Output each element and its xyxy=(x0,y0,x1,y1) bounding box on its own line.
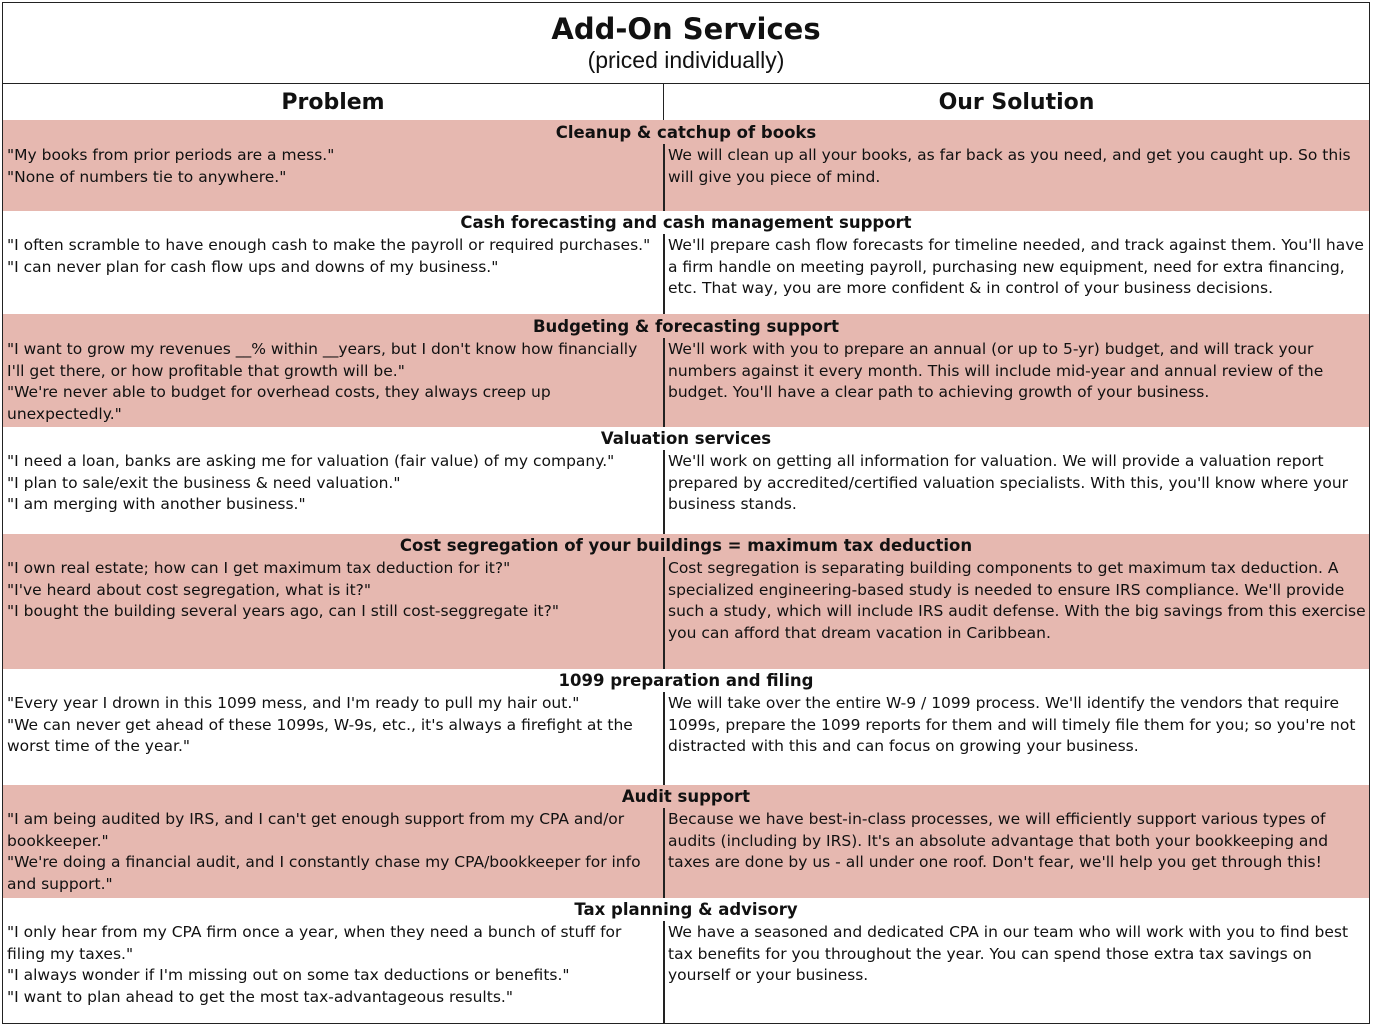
services-sheet xyxy=(2,2,1370,1024)
problem-text: "I only hear from my CPA firm once a year, when they need a bunch of stuff for filing my taxes." "I always wonder if I'm missing out on some tax deductions or benefits." "I want to plan ahead to get the most tax-advantageous results." xyxy=(7,923,622,1006)
problem-column-header: Problem xyxy=(3,83,664,120)
column-divider xyxy=(663,808,665,898)
section-cost-segregation xyxy=(3,534,1369,669)
section-title: Valuation services xyxy=(600,429,772,448)
column-header-row xyxy=(3,83,1369,121)
solution-text: We will clean up all your books, as far back as you need, and get you caught up. So this will give you piece of mind. xyxy=(668,146,1351,186)
section-title: Cleanup & catchup of books xyxy=(555,123,817,142)
title-block xyxy=(3,3,1369,84)
solution-text: We'll work on getting all information for valuation. We will provide a valuation report prepared by accredited/certified valuation specialists. With this, you'll know where your business stands. xyxy=(668,452,1349,514)
section-title: Audit support xyxy=(621,787,751,806)
solution-text: Cost segregation is separating building components to get maximum tax deduction. A specialized engineering-based study is needed to ensure IRS compliance. We'll provide such a study, which will include IRS audit defense. With the big savings from this exercise you can afford that dream vacation in Caribbean. xyxy=(668,559,1366,642)
section-title: Tax planning & advisory xyxy=(574,900,798,919)
problem-text: "My books from prior periods are a mess." "None of numbers tie to anywhere." xyxy=(7,146,335,186)
page-title: Add-On Services xyxy=(551,12,821,46)
section-title: Cost segregation of your buildings = maximum tax deduction xyxy=(399,536,973,555)
solution-text: We will take over the entire W-9 / 1099 process. We'll identify the vendors that require 1099s, prepare the 1099 reports for them and will timely file them for you; so you're not distracted with this and can focus on growing your business. xyxy=(668,694,1356,756)
section-budgeting xyxy=(3,314,1369,427)
solution-text: We'll prepare cash flow forecasts for timeline needed, and track against them. You'll have a firm handle on meeting payroll, purchasing new equipment, need for extra financing, etc. That way, you are more confident & in control of your business decisions. xyxy=(668,236,1364,298)
section-valuation xyxy=(3,427,1369,534)
problem-text: "I often scramble to have enough cash to make the payroll or required purchases." "I can never plan for cash flow ups and downs of my business." xyxy=(7,236,651,276)
column-divider xyxy=(663,557,665,669)
column-divider xyxy=(663,921,665,1023)
solution-text: We have a seasoned and dedicated CPA in our team who will work with you to find best tax benefits for you throughout the year. You can spend those extra tax savings on yourself or your business. xyxy=(668,923,1349,985)
column-divider xyxy=(663,338,665,427)
problem-text: "I want to grow my revenues __% within __years, but I don't know how financially I'll get there, or how profitable that growth will be." "We're never able to budget for overhead costs, they always creep up unexpectedly." xyxy=(7,340,638,423)
problem-text: "I own real estate; how can I get maximum tax deduction for it?" "I've heard about cost segregation, what is it?" "I bought the building several years ago, can I still cost-seggregate it?" xyxy=(7,559,559,621)
solution-text: We'll work with you to prepare an annual (or up to 5-yr) budget, and will track your numbers against it every month. This will include mid-year and annual review of the budget. You'll have a clear path to achieving growth of your business. xyxy=(668,340,1324,402)
section-1099 xyxy=(3,669,1369,785)
column-divider xyxy=(663,692,665,785)
section-cash-forecasting xyxy=(3,211,1369,314)
page-subtitle: (priced individually) xyxy=(587,47,785,73)
section-title: Cash forecasting and cash management support xyxy=(460,213,912,232)
section-title: 1099 preparation and filing xyxy=(558,671,814,690)
solution-column-header: Our Solution xyxy=(938,90,1095,115)
section-audit-support xyxy=(3,785,1369,898)
solution-text: Because we have best-in-class processes, we will efficiently support various types of audits (including by IRS). It's an absolute advantage that both your bookkeeping and taxes are done by us - all under one roof. Don't fear, we'll help you get through this! xyxy=(668,810,1329,872)
problem-text: "I need a loan, banks are asking me for valuation (fair value) of my company." "I plan to sale/exit the business & need valuation." "I am merging with another business." xyxy=(7,452,615,514)
column-divider xyxy=(663,144,665,211)
section-title: Budgeting & forecasting support xyxy=(532,317,840,336)
section-tax-planning xyxy=(3,898,1369,1023)
column-divider xyxy=(663,450,665,534)
problem-text: "Every year I drown in this 1099 mess, and I'm ready to pull my hair out." "We can never get ahead of these 1099s, W-9s, etc., it's always a firefight at the worst time of the year." xyxy=(7,694,633,756)
section-cleanup xyxy=(3,120,1369,211)
problem-text: "I am being audited by IRS, and I can't get enough support from my CPA and/or bookkeeper." "We're doing a financial audit, and I constantly chase my CPA/bookkeeper for info and support." xyxy=(7,810,641,893)
column-divider xyxy=(663,234,665,314)
